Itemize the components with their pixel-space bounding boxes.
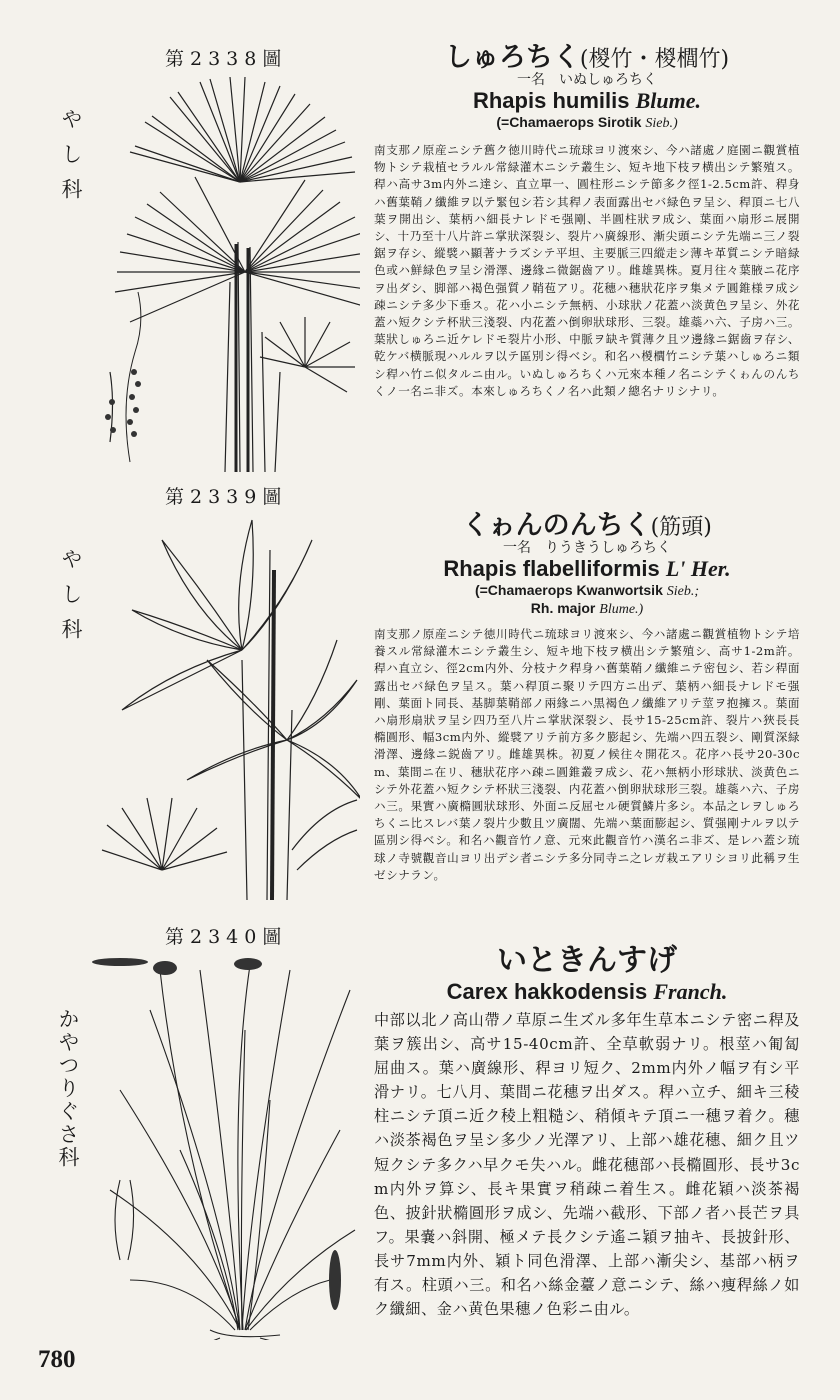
alternate-name: 一名 りうきうしゅろちく: [503, 540, 671, 557]
entry-header-2340: [372, 944, 802, 1004]
scientific-name-author: L' Her.: [665, 556, 731, 582]
synonym: [372, 582, 802, 601]
page-number: 780: [38, 1346, 76, 1373]
japanese-name: [372, 42, 802, 73]
synonym-name: (=Chamaerops Kwanwortsik: [474, 581, 663, 598]
family-label: やし科: [59, 548, 83, 653]
japanese-name-kana: くゎんのんちく: [462, 510, 651, 541]
scientific-name-genus-species: Rhapis flabelliformis: [443, 556, 660, 582]
family-label: かやつりぐさ科: [56, 1008, 80, 1169]
rhapis-humilis-illustration: [90, 72, 360, 472]
japanese-name-kanji: (筋頭): [650, 515, 712, 540]
synonym: [372, 114, 802, 133]
scientific-name: [372, 556, 802, 581]
scientific-name-author: Blume.: [635, 88, 701, 114]
carex-hakkodensis-illustration: [90, 950, 360, 1340]
japanese-name-kana: しゅろちく: [444, 42, 580, 73]
scientific-name-genus-species: Carex hakkodensis: [446, 978, 648, 1004]
alternate-name: 一名 いぬしゅろちく: [517, 72, 657, 89]
japanese-name-kanji: (椶竹・椶櫚竹): [579, 47, 730, 72]
synonym-author: Sieb.): [645, 115, 678, 131]
family-label: やし科: [59, 108, 83, 213]
description-2339: 南支那ノ原産ニシテ徳川時代ニ琉球ヨリ渡來シ、今ハ諸處ニ觀賞植物トシテ培養スル常緑灌木ニシテ叢生シ、短キ地下枝ヲ横出シテ繁殖シ、高サ1-2m許。稈ハ直立シ、徑2cm内外、分枝ナク稈身ハ舊葉鞘ノ纖維ニテ密包シ、若シ稈面露出セバ緑色ヲ呈ス。葉ハ稈頂ニ聚リテ四方ニ出デ、葉柄ハ細長ナレドモ强剛、葉面ト同長、基脚葉鞘部ノ兩緣ニハ黒褐色ノ纖維アリテ莖ヲ抱擁ス。葉面ハ扇形扇狀ヲ呈シ四乃至八片ニ掌狀深裂シ、長サ15-25cm許、裂片ハ狹長長橢圓形、幅3cm内外、縱襞アリテ前方多ク膨起シ、先端ハ四五裂シ、剛質深緑滑澤、邊緣ニ鋭齒アリ。雌雄異株。初夏ノ候往々開花ス。花序ハ長サ20-30cm、葉間ニ在リ、穗狀花序ハ疎ニ圓錐叢ヲ成シ、花ハ無柄小形球狀、淡黄色ニシテ外花蓋ハ短クシテ杯狀三淺裂、内花蓋ハ倒卵狀球形三裂。雄蘂ハ六、子房ハ三。果實ハ廣橢圓狀球形、外面ニ反屈セル硬質鱗片多シ。本品之レヲしゅろちくニ比スレバ葉ノ裂片少數且ツ廣闊、先端ハ葉面膨起シ、質强剛ナルヲ以テ區別シ得ベシ。和名ハ觀音竹ノ意、元來此觀音竹ハ漢名ニ非ズ、是レハ蓋シ琉球ノ寺號觀音山ヨリ出デシ者ニシテ多分同寺ニ之レガ栽エアリシヨリ此稱ヲ生ゼシナラン。: [374, 627, 800, 882]
description-2338: 南支那ノ原産ニシテ舊ク徳川時代ニ琉球ヨリ渡來シ、今ハ諸處ノ庭園ニ觀賞植物トシテ栽植セラルル常緑灌木ニシテ叢生シ、短キ地下枝ヲ横出シテ繁殖ス。稈ハ高サ3m内外ニ達シ、直立單一、圓柱形ニシテ節多ク徑1-2.5cm許、稈身ハ舊葉鞘ノ纖維ヲ以テ緊包シ若シ其稈ノ表面露出セバ緑色ヲ呈シ、稈頂ニ七八葉ヲ開出シ、葉柄ハ細長ナレドモ强剛、半圓柱狀ヲ成シ、葉面ハ扇形ニ展開シ、十乃至十八片許ニ掌狀深裂シ、裂片ハ廣線形、漸尖頭ニシテ先端ニ三ノ裂鋸ヲ存シ、縱襞ハ顯著ナラズシテ平坦、主要脈三四縱走シ薄キ革質ニシテ暗緑色或ハ鮮緑色ヲ呈シ滑澤、邊緣ニ微鋸齒アリ。雌雄異株。夏月往々葉腋ニ花序ヲ出ダシ、脚部ハ褐色强質ノ鞘苞アリ。花穗ハ穗狀花序ヲ集メテ圓錐様ヲ成シ疎ニシテ多少下垂ス。花ハ小ニシテ無柄、小球狀ノ花蓋ハ淡黄色ヲ呈シ、外花蓋ハ短クシテ杯狀三淺裂、内花蓋ハ倒卵狀球形、三裂。雄蘂ハ六、子房ハ三。葉狀しゅろニ近ケレドモ裂片小形、中脈ヲ缺キ質薄ク且ツ邊緣ニ鋸齒ヲ存シ、乾ケバ横脈現ハルルヲ以テ區別シ得ベシ。和名ハ椶櫚竹ニシテ葉ハしゅろニ類シ稈ハ竹ニ似タルニ由ル。いぬしゅろちくハ元來本種ノ名ニシテくゎんのんちくノ一名ニ非ズ。本來しゅろちくノ名ハ此類ノ總名ナリシナリ。: [374, 143, 800, 398]
synonym-name: Rh. major: [530, 600, 596, 617]
japanese-name: [372, 510, 802, 541]
entry-header-2339: [372, 510, 802, 619]
description-2340: 中部以北ノ高山帶ノ草原ニ生ズル多年生草本ニシテ密ニ稈及葉ヲ簇出シ、高サ15-40cm許、全草軟弱ナリ。根莖ハ匍匐屈曲ス。葉ハ廣線形、稈ヨリ短ク、2mm内外ノ幅ヲ有シ平滑ナリ。七八月、葉間ニ花穗ヲ出ダス。稈ハ立チ、細キ三稜柱ニシテ頂ニ近ク稜上粗糙シ、稍傾キテ頂ニ一穗ヲ着ク。穗ハ淡茶褐色ヲ呈シ多少ノ光澤アリ、上部ハ雄花穗、細ク且ツ短クシテ多クハ早クモ失ハル。雌花穗部ハ長橢圓形、長サ3cm内外ヲ算シ、長キ果實ヲ稍疎ニ着生ス。雌花穎ハ淡茶褐色、披針狀橢圓形ヲ成シ、先端ハ截形、下部ノ者ハ長芒ヲ具フ。果嚢ハ斜開、極メテ長クシテ遙ニ穎ヲ抽キ、長披針形、長サ7mm内外、穎ト同色滑澤、上部ハ漸尖シ、基部ハ柄ヲ有ス。柱頭ハ三。和名ハ絲金薹ノ意ニシテ、絲ハ痩稈絲ノ如ク纖細、金ハ黄色果穗ノ色彩ニ由ル。: [374, 1011, 800, 1319]
synonym-author: Blume.): [599, 602, 644, 618]
scientific-name: [372, 88, 802, 113]
japanese-name: [372, 944, 802, 979]
figure-number-2339: 第2339圖: [165, 486, 288, 508]
entry-header-2338: [372, 42, 802, 132]
figure-number-2338: 第2338圖: [165, 48, 288, 70]
scientific-name-genus-species: Rhapis humilis: [472, 88, 630, 114]
scientific-name: [372, 979, 802, 1004]
synonym-author: Sieb.;: [666, 583, 700, 599]
japanese-name-kana: いときんすげ: [497, 943, 677, 978]
scientific-name-author: Franch.: [653, 978, 728, 1004]
synonym-name: (=Chamaerops Sirotik: [496, 113, 642, 130]
synonym-second: [372, 600, 802, 619]
rhapis-flabelliformis-illustration: [92, 510, 360, 900]
figure-number-2340: 第2340圖: [165, 926, 288, 948]
